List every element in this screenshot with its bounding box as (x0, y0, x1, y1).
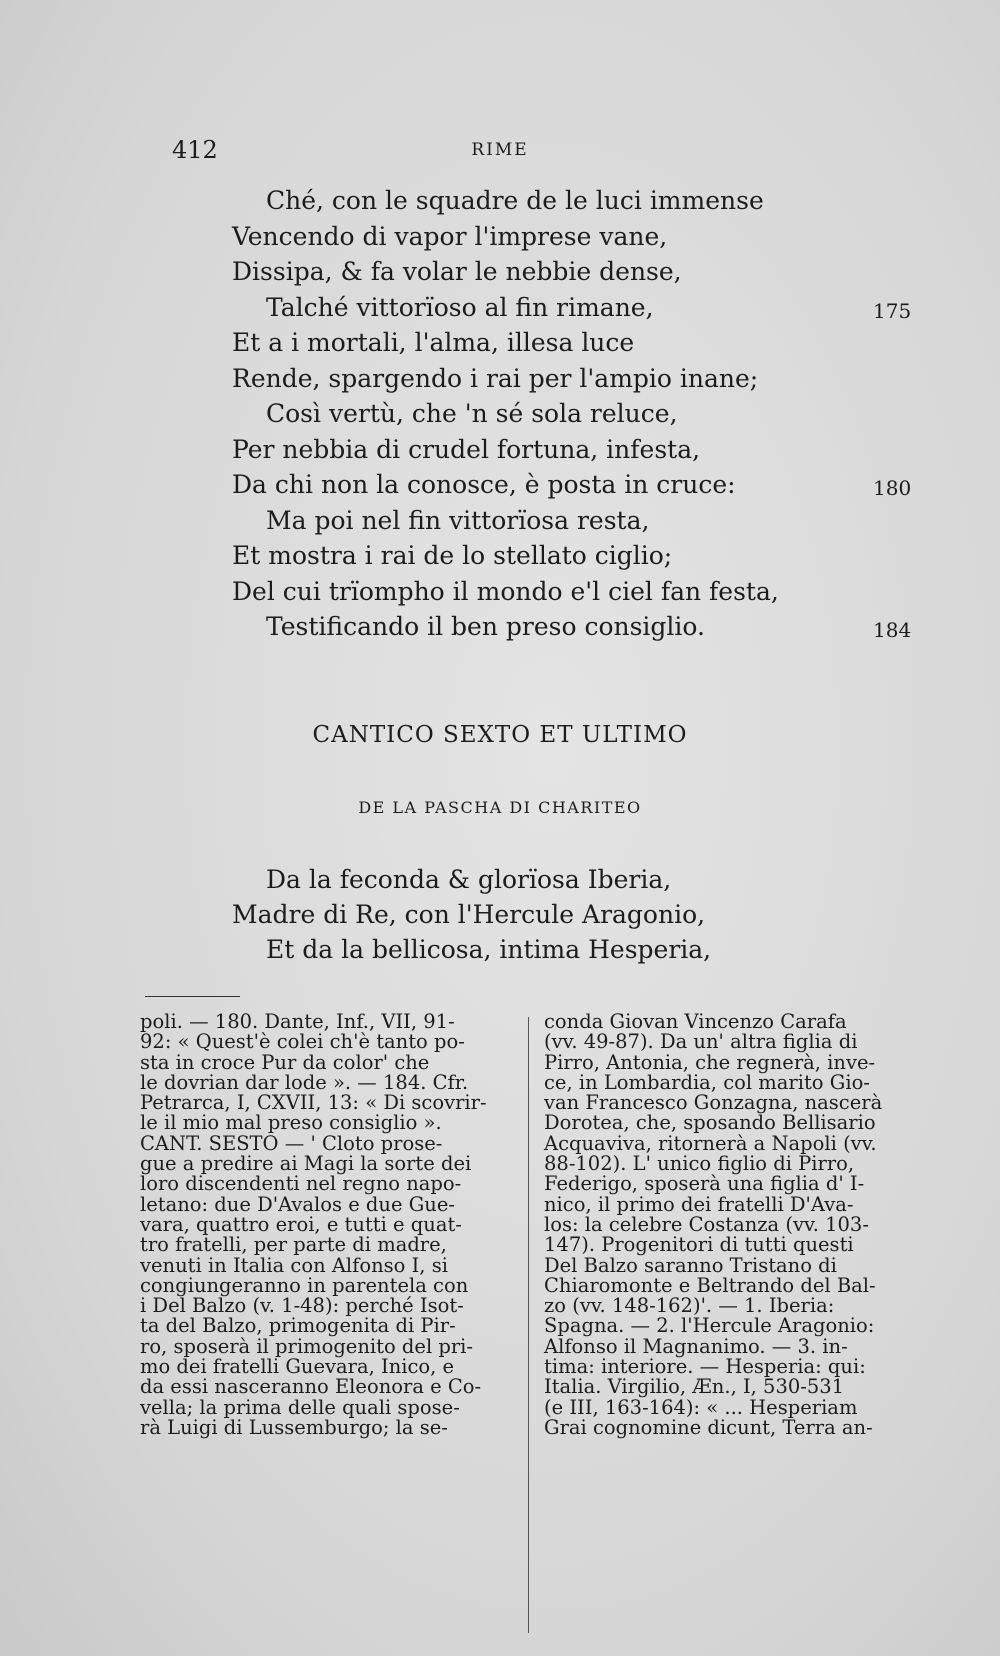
footnote-line: Chiaromonte e Beltrando del Bal- (544, 1273, 876, 1297)
verse-line: Per nebbia di crudel fortuna, infesta, (232, 434, 701, 464)
section-title: CANTICO SEXTO ET ULTIMO (312, 722, 688, 748)
verse-line: Rende, spargendo i rai per l'ampio inane; (232, 363, 759, 393)
verse-line: Ché, con le squadre de le luci immense (266, 186, 764, 215)
footnote-line: ro, sposerà il primogenito del pri- (140, 1334, 474, 1358)
verse-number: 175 (873, 298, 912, 323)
notes-right-column (544, 1012, 922, 1438)
verse-line: Del cui trïompho il mondo e'l ciel fan festa, (232, 576, 779, 606)
footnote-line: Pirro, Antonia, che regnerà, inve- (544, 1050, 876, 1074)
footnote-line: letano: due D'Avalos e due Gue- (140, 1192, 455, 1216)
verse-line: Talché vittorïoso al fin rimane, (266, 292, 654, 322)
verse-line: Così vertù, che 'n sé sola reluce, (266, 399, 678, 428)
verse-line: Et a i mortali, l'alma, illesa luce (232, 328, 635, 357)
footnote-line: Del Balzo saranno Tristano di (544, 1253, 837, 1277)
footnote-line: (e III, 163-164): « ... Hesperiam (544, 1395, 858, 1419)
verse-line: Madre di Re, con l'Hercule Aragonio, (232, 900, 706, 929)
verse-line: Vencendo di vapor l'imprese vane, (232, 221, 668, 251)
footnote-line: poli. — 180. Dante, Inf., VII, 91- (140, 1010, 455, 1033)
footnote-line: Acquaviva, ritornerà a Napoli (vv. (544, 1131, 877, 1155)
verse-line: Dissipa, & fa volar le nebbie dense, (232, 257, 682, 286)
footnote-line: (vv. 49-87). Da un' altra figlia di (544, 1030, 858, 1054)
footnote-line: 147). Progenitori di tutti questi (544, 1233, 854, 1257)
footnote-line: tima: interiore. — Hesperia: qui: (544, 1355, 866, 1379)
footnote-line: van Francesco Gonzagna, nascerà (544, 1091, 883, 1115)
footnote-line: rà Luigi di Lussemburgo; la se- (140, 1415, 448, 1439)
footnote-line: CANT. SESTO — ' Cloto prose- (140, 1131, 443, 1155)
footnote-line: gue a predire ai Magi la sorte dei (140, 1152, 472, 1176)
footnote-line: zo (vv. 148-162)'. — 1. Iberia: (544, 1294, 835, 1318)
footnote-line: ce, in Lombardia, col marito Gio- (544, 1070, 870, 1094)
footnote-line: sta in croce Pur da color' che (140, 1050, 430, 1074)
footnote-line: Dorotea, che, sposando Bellisario (544, 1111, 876, 1135)
footnote-line: nico, il primo dei fratelli D'Ava- (544, 1192, 854, 1216)
footnote-line: vella; la prima delle quali spose- (140, 1395, 460, 1419)
verse-line: Et mostra i rai de lo stellato ciglio; (232, 541, 673, 570)
page-number: 412 (172, 136, 218, 164)
footnote-line: tro fratelli, per parte di madre, (140, 1233, 447, 1257)
footnote-line: los: la celebre Costanza (vv. 103- (544, 1212, 869, 1236)
footnote-line: Spagna. — 2. l'Hercule Aragonio: (544, 1314, 875, 1338)
footnote-line: i Del Balzo (v. 1-48): perché Isot- (140, 1294, 464, 1318)
footnote-line: congiungeranno in parentela con (140, 1273, 469, 1297)
footnote-line: le dovrian dar lode ». — 184. Cfr. (140, 1070, 469, 1094)
footnote-line: vara, quattro eroi, e tutti e quat- (140, 1212, 462, 1236)
footnote-line: mo dei fratelli Guevara, Inico, e (140, 1355, 455, 1379)
verse-line: Ma poi nel fin vittorïosa resta, (266, 505, 650, 535)
footnote-line: Federigo, sposerà una figlia d' I- (544, 1172, 865, 1196)
footnote-line: Italia. Virgilio, Æn., I, 530-531 (544, 1375, 845, 1399)
footnote-line: venuti in Italia con Alfonso I, si (140, 1253, 448, 1277)
footnote-separator (145, 996, 240, 997)
verse-line: Testificando il ben preso consiglio. (266, 612, 705, 641)
footnote-line: Petrarca, I, CXVII, 13: « Di scovrir- (140, 1091, 487, 1115)
footnote-line: 92: « Quest'è colei ch'è tanto po- (140, 1030, 465, 1054)
footnote-line: conda Giovan Vincenzo Carafa (544, 1010, 847, 1033)
footnote-line: Alfonso il Magnanimo. — 3. in- (544, 1334, 848, 1358)
footnote-line: da essi nasceranno Eleonora e Co- (140, 1375, 482, 1399)
verse-line: Da chi non la conosce, è posta in cruce: (232, 470, 736, 499)
notes-left-column (140, 1012, 514, 1438)
verse-line: Da la feconda & glorïosa Iberia, (266, 865, 672, 894)
column-divider (528, 1017, 529, 1633)
footnote-line: le il mio mal preso consiglio ». (140, 1111, 442, 1135)
section-subtitle: DE LA PASCHA DI CHARITEO (358, 798, 642, 817)
footnote-line: 88-102). L' unico figlio di Pirro, (544, 1152, 855, 1176)
footnote-line: ta del Balzo, primogenita di Pir- (140, 1314, 456, 1338)
verse-number: 184 (873, 618, 912, 642)
running-title: RIME (471, 140, 529, 160)
footnote-line: loro discendenti nel regno napo- (140, 1172, 462, 1196)
verse-line: Et da la bellicosa, intima Hesperia, (266, 935, 712, 964)
verse-number: 180 (873, 476, 912, 500)
footnote-line: Grai cognomine dicunt, Terra an- (544, 1415, 873, 1439)
